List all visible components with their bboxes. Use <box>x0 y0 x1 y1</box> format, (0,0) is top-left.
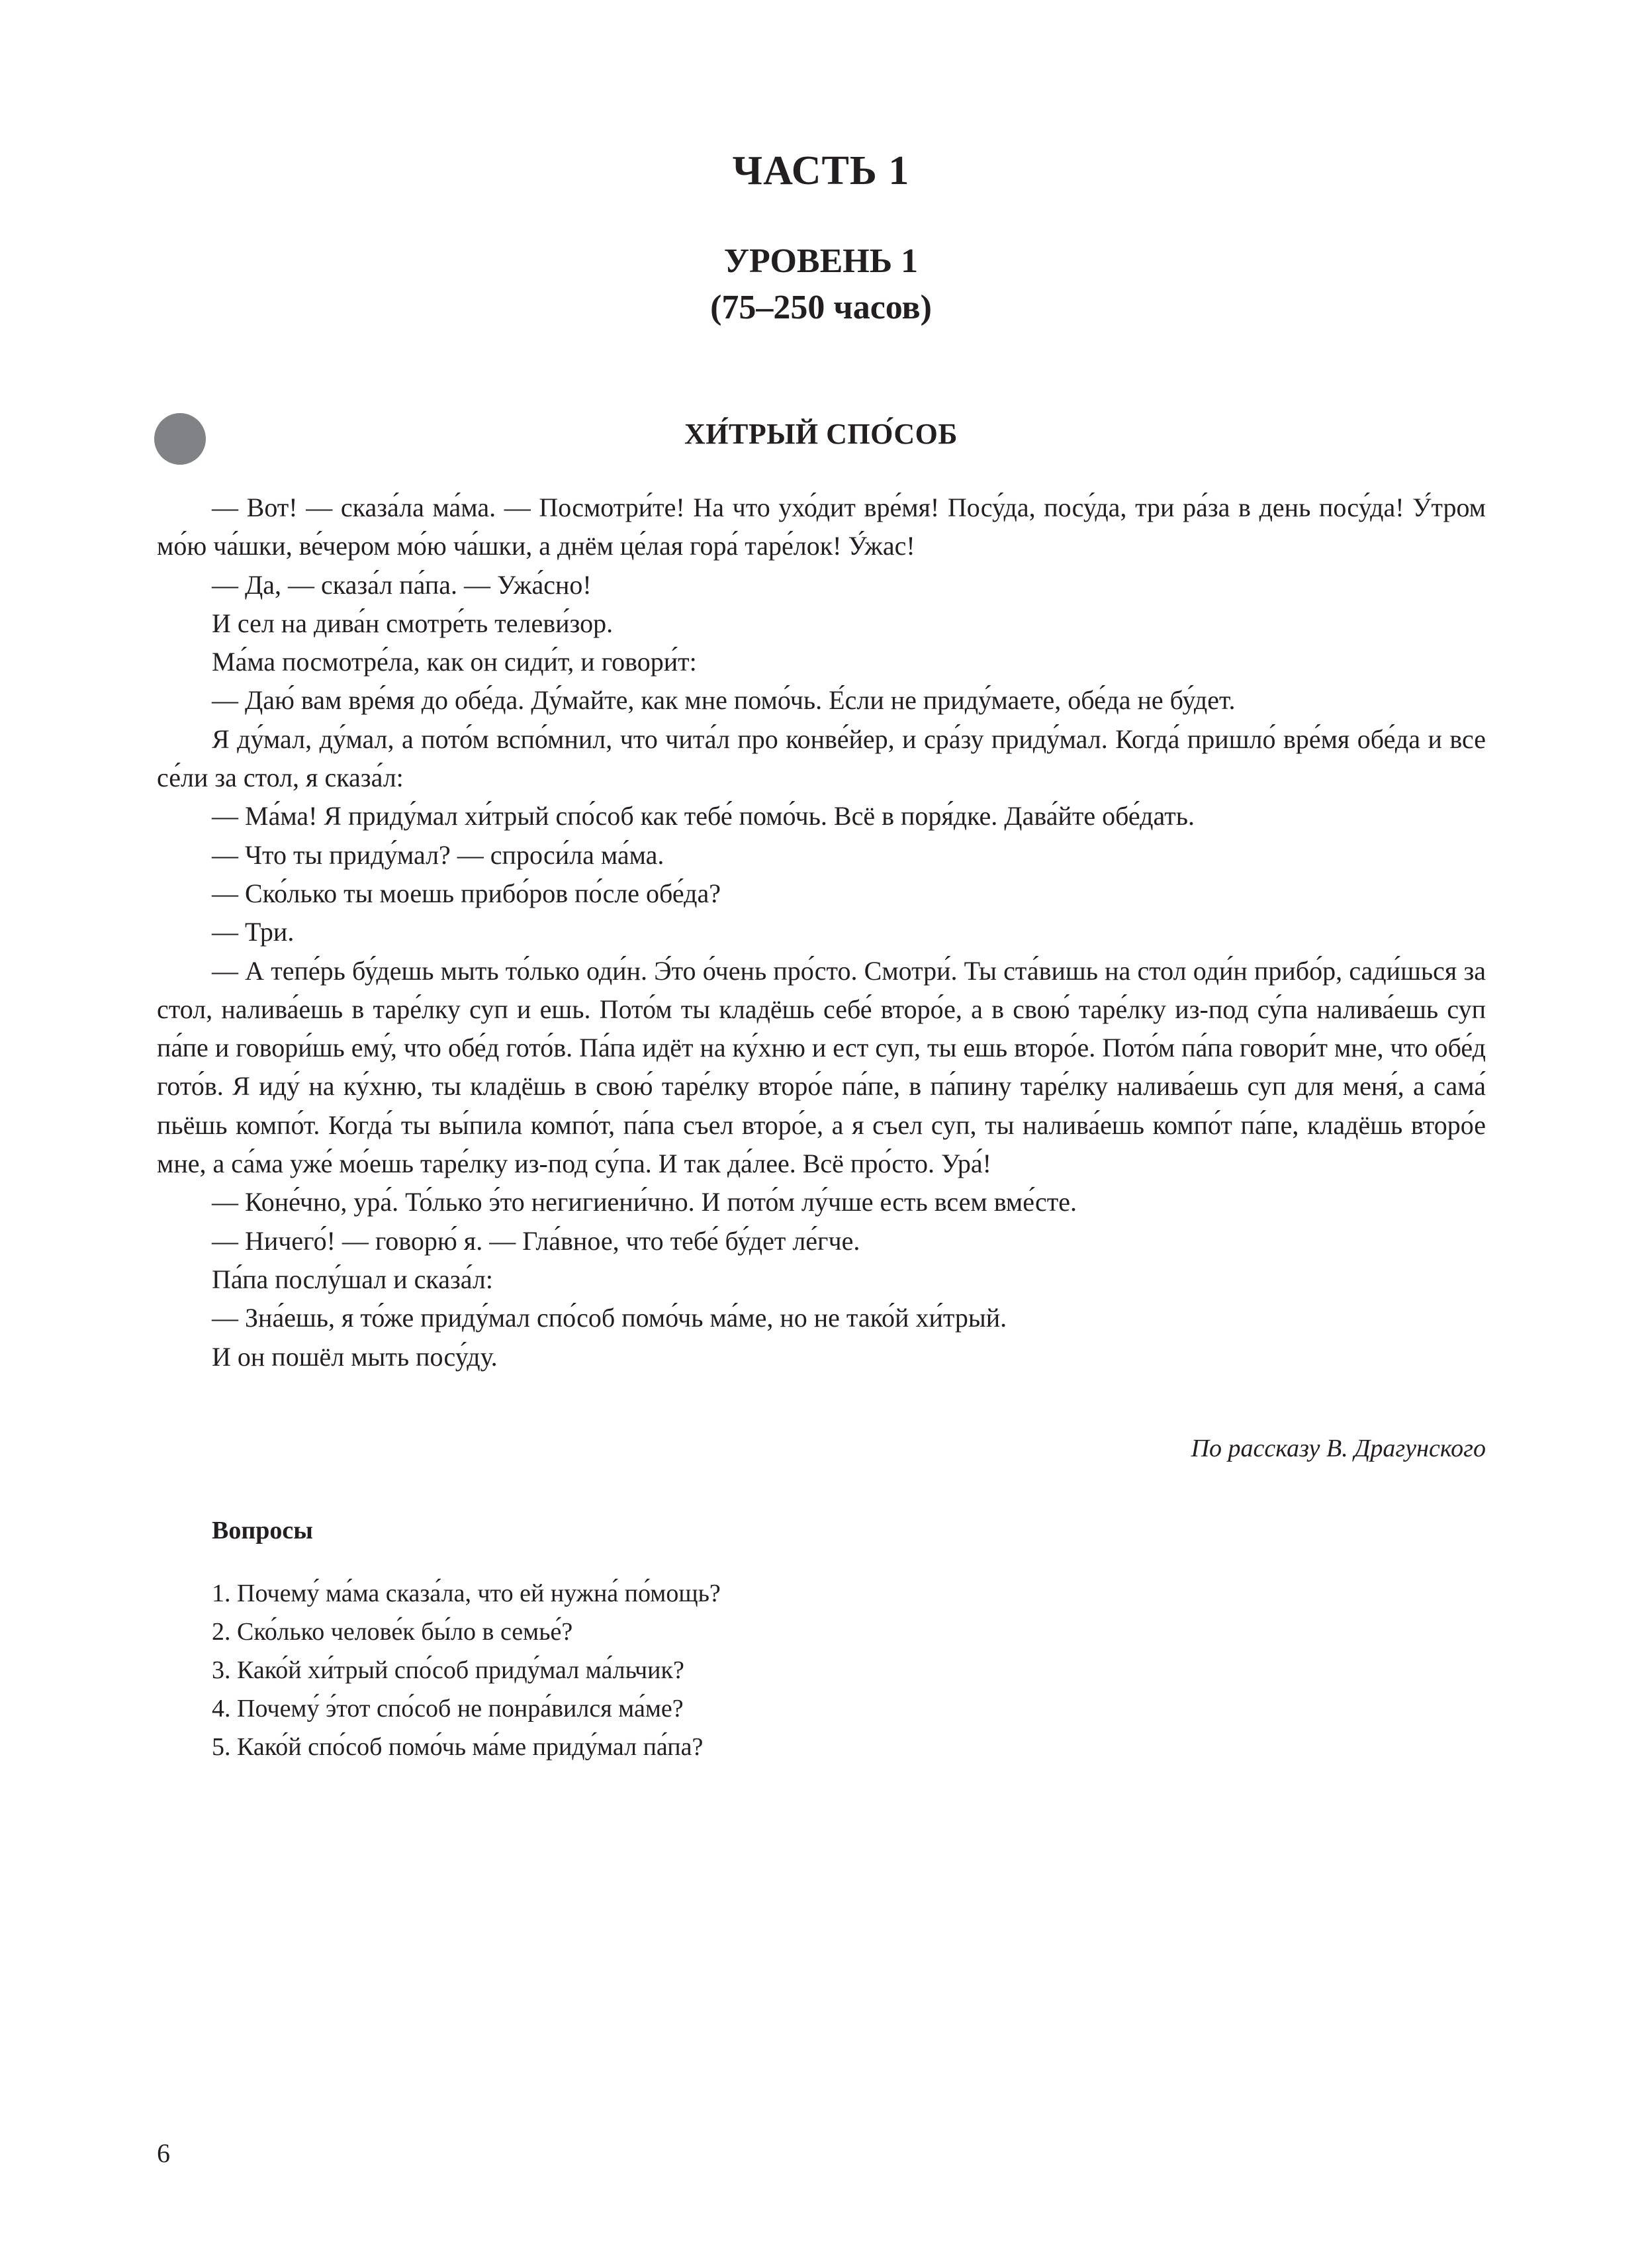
story-paragraph: — Что ты приду́мал? — спроси́ла ма́ма. <box>212 839 664 870</box>
story-paragraph: — Зна́ешь, я то́же приду́мал спо́соб помо́чь ма́ме, но не тако́й хи́трый. <box>212 1303 1007 1333</box>
story-attribution: По рассказу В. Драгунского <box>1191 1435 1486 1462</box>
level-hours: (75–250 часов) <box>710 289 932 326</box>
story-paragraph: — Ско́лько ты моешь прибо́ров по́сле обе́да? <box>212 878 721 908</box>
story-paragraph: — Коне́чно, ура́. То́лько э́то негигиени́чно. И пото́м лу́чше есть всем вме́сте. <box>212 1187 1077 1217</box>
story-paragraph: И он пошёл мыть посу́ду. <box>212 1341 498 1372</box>
level-title: УРОВЕНЬ 1 <box>723 242 919 280</box>
questions-list <box>212 1574 1469 1766</box>
story-paragraph: — Даю́ вам вре́мя до обе́да. Ду́майте, как мне помо́чь. Е́сли не приду́маете, обе́да не бу́дет. <box>212 685 1236 716</box>
story-text <box>157 489 1486 1376</box>
story-paragraph: — Три. <box>212 917 295 947</box>
question-item: 5. Како́й спо́соб помо́чь ма́ме приду́мал па́па? <box>212 1733 704 1761</box>
question-item: 4. Почему́ э́тот спо́соб не понра́вился ма́ме? <box>212 1695 684 1723</box>
story-title: ХИ́ТРЫЙ СПО́СОБ <box>684 418 958 450</box>
page-number: 6 <box>157 2138 170 2168</box>
part-title: ЧАСТЬ 1 <box>732 148 910 193</box>
story-paragraph: — Вот! — сказа́ла ма́ма. — Посмотри́те! На что ухо́дит вре́мя! Посу́да, посу́да, три ра́за в день посу́да! У́тром мо́ю ча́шки, ве́чером мо́ю ча́шки, а днём це́лая гора́ таре́лок! У́жас! <box>157 493 1486 561</box>
question-item: 3. Како́й хи́трый спо́соб приду́мал ма́льчик? <box>212 1656 684 1684</box>
story-paragraph: И сел на дива́н смотре́ть телеви́зор. <box>212 608 614 638</box>
story-paragraph: Я ду́мал, ду́мал, а пото́м вспо́мнил, что чита́л про конве́йер, и сра́зу приду́мал. Когда́ пришло́ вре́мя обе́да и все се́ли за стол, я сказа́л: <box>157 724 1486 793</box>
questions-section <box>212 1512 1469 1766</box>
story-paragraph: — Да, — сказа́л па́па. — Ужа́сно! <box>212 569 592 600</box>
question-item: 1. Почему́ ма́ма сказа́ла, что ей нужна́ по́мощь? <box>212 1580 721 1607</box>
questions-heading: Вопросы <box>212 1517 313 1544</box>
question-item: 2. Ско́лько челове́к бы́ло в семье́? <box>212 1618 573 1646</box>
story-paragraph: — Ничего́! — говорю́ я. — Гла́вное, что тебе́ бу́дет ле́гче. <box>212 1225 860 1256</box>
story-paragraph: Ма́ма посмотре́ла, как он сиди́т, и говори́т: <box>212 647 697 677</box>
story-paragraph: — Ма́ма! Я приду́мал хи́трый спо́соб как тебе́ помо́чь. Всё в поря́дке. Дава́йте обе́дать. <box>212 801 1195 831</box>
story-paragraph: Па́па послу́шал и сказа́л: <box>212 1264 493 1294</box>
story-paragraph: — А тепе́рь бу́дешь мыть то́лько оди́н. Э́то о́чень про́сто. Смотри́. Ты ста́вишь на стол оди́н прибо́р, сади́шься за стол, налива́ешь в таре́лку суп и ешь. Пото́м ты кладёшь себе́ второ́е, а в свою́ таре́лку из-под су́па налива́ешь суп па́пе и говори́шь ему́, что обе́д гото́в. Па́па идёт на ку́хню и ест суп, ты ешь второ́е. Пото́м па́па говори́т мне, что обе́д гото́в. Я иду́ на ку́хню, ты кладёшь в свою́ таре́лку второ́е па́пе, в па́пину таре́лку налива́ешь суп для меня́, а сама́ пьёшь компо́т. Когда́ ты вы́пила компо́т, па́па съел второ́е, а я съел суп, ты налива́ешь компо́т па́пе, кладёшь второ́е мне, а са́ма уже́ мо́ешь таре́лку из-под су́па. И так да́лее. Всё про́сто. Ура́! <box>157 955 1486 1179</box>
